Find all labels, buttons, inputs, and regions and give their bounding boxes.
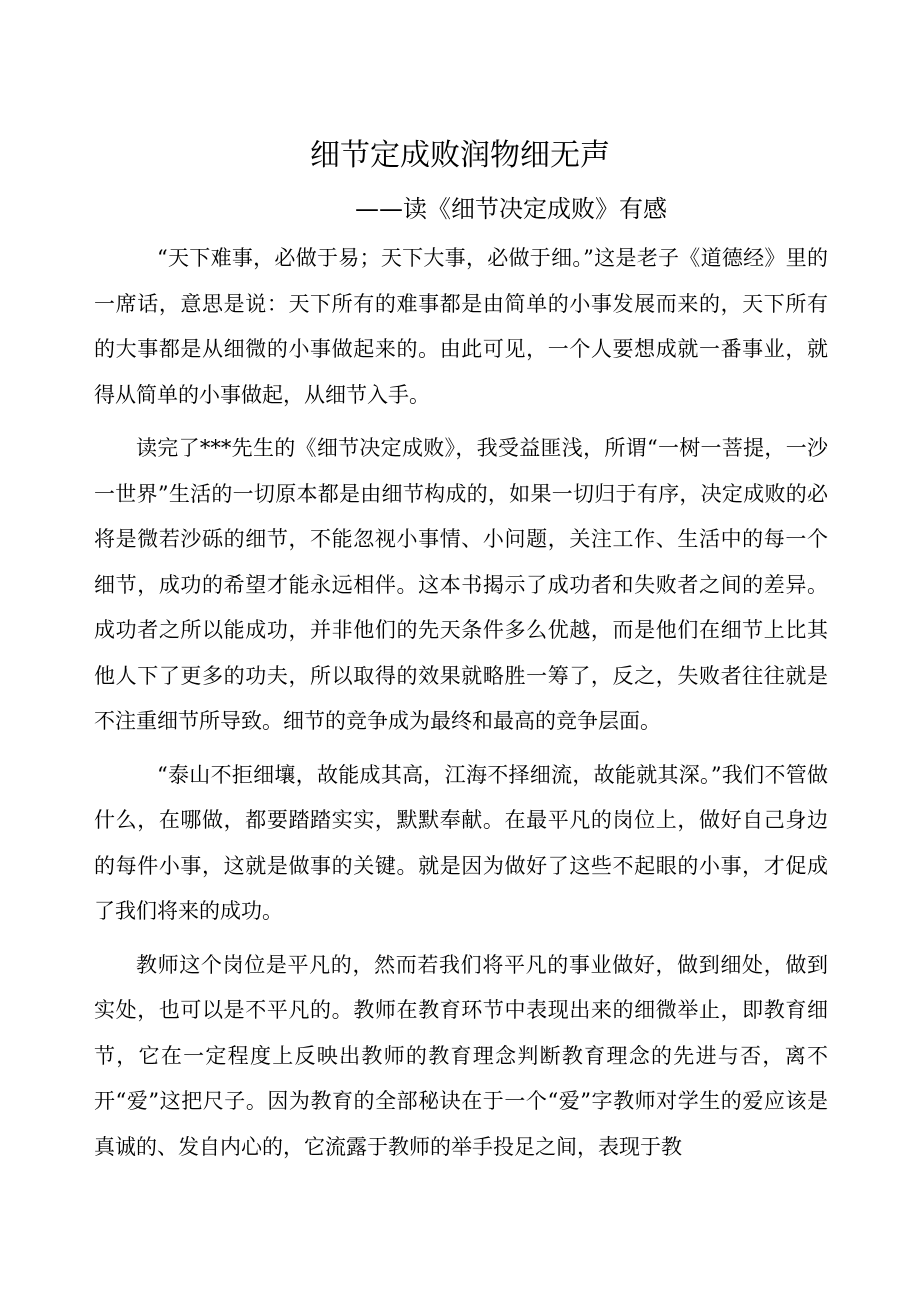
- paragraph-1: “天下难事，必做于易；天下大事，必做于细。”这是老子《道德经》里的一席话，意思是说：天下所有的难事都是由简单的小事发展而来的，天下所有的大事都是从细微的小事做起来的。由此可见，一个人要想成就一番事业，就得从简单的小事做起，从细节入手。: [94, 246, 828, 407]
- document-body: [94, 236, 828, 1178]
- document-title: 细节定成败润物细无声: [310, 138, 610, 173]
- paragraph-2: 读完了***先生的《细节决定成败》，我受益匪浅，所谓“一树一菩提，一沙一世界”生活的一切原本都是由细节构成的，如果一切归于有序，决定成败的必将是微若沙砾的细节，不能忽视小事情、小问题，关注工作、生活中的每一个细节，成功的希望才能永远相伴。这本书揭示了成功者和失败者之间的差异。成功者之所以能成功，并非他们的先天条件多么优越，而是他们在细节上比其他人下了更多的功夫，所以取得的效果就略胜一筹了，反之，失败者往往就是不注重细节所导致。细节的竞争成为最终和最高的竞争层面。: [94, 436, 828, 733]
- paragraph-3: “泰山不拒细壤，故能成其高，江海不择细流，故能就其深。”我们不管做什么，在哪做，都要踏踏实实，默默奉献。在最平凡的岗位上，做好自己身边的每件小事，这就是做事的关键。就是因为做好了这些不起眼的小事，才促成了我们将来的成功。: [94, 762, 828, 923]
- paragraph-4: 教师这个岗位是平凡的，然而若我们将平凡的事业做好，做到细处，做到实处，也可以是不平凡的。教师在教育环节中表现出来的细微举止，即教育细节，它在一定程度上反映出教师的教育理念判断教育理念的先进与否，离不开“爱”这把尺子。因为教育的全部秘诀在于一个“爱”字教师对学生的爱应该是真诚的、发自内心的，它流露于教师的举手投足之间，表现于教: [94, 952, 828, 1159]
- document-subtitle: ——读《细节决定成败》有感: [355, 195, 667, 223]
